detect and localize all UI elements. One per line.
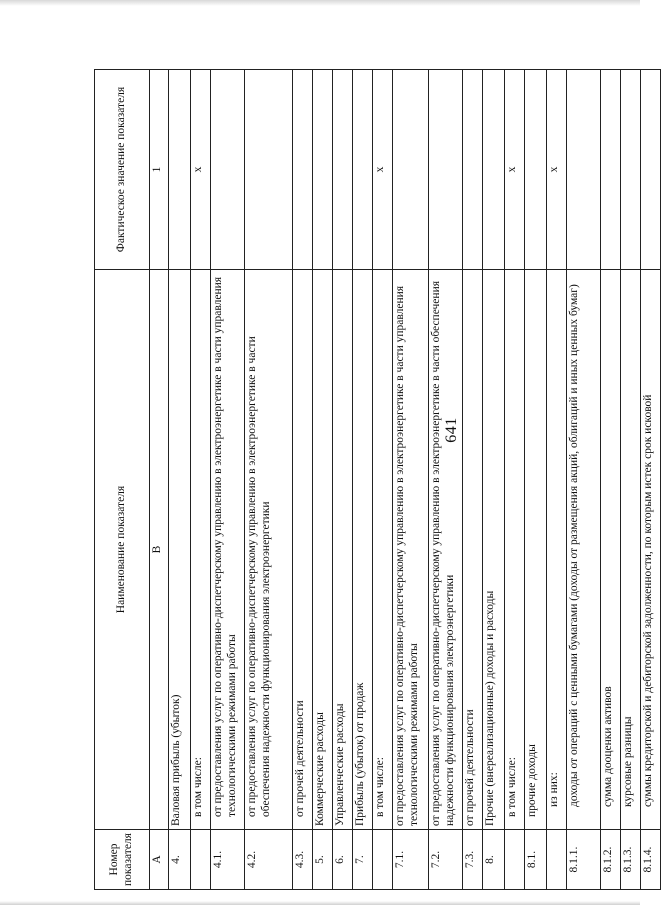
table-column-letters-row: [150, 70, 169, 890]
row-number: 8.1.3.: [621, 830, 641, 890]
row-value: [525, 70, 547, 270]
row-number: 7.2.: [429, 830, 463, 890]
row-number: 6.: [333, 830, 353, 890]
row-value: [641, 70, 661, 270]
row-number: 7.3.: [463, 830, 483, 890]
table-row: [525, 70, 547, 890]
letter-number: А: [150, 830, 169, 890]
table-row: [293, 70, 313, 890]
row-value: [567, 70, 601, 270]
table-row: [393, 70, 429, 890]
row-number: 4.: [169, 830, 191, 890]
row-name: Прибыль (убыток) от продаж: [353, 270, 373, 830]
row-value: [483, 70, 505, 270]
table-row: [333, 70, 353, 890]
row-name: в том числе:: [191, 270, 211, 830]
row-number: 8.1.2.: [601, 830, 621, 890]
row-value: [393, 70, 429, 270]
row-name: из них:: [547, 270, 567, 830]
scan-edge-bottom: [0, 901, 640, 905]
row-number: 4.3.: [293, 830, 313, 890]
row-value: x: [191, 70, 211, 270]
header-value: Фактическое значение показателя: [95, 70, 150, 270]
row-number: 4.2.: [245, 830, 293, 890]
table-row: [621, 70, 641, 890]
table-row: [169, 70, 191, 890]
row-name: Коммерческие расходы: [313, 270, 333, 830]
row-value: [333, 70, 353, 270]
row-name: Управленческие расходы: [333, 270, 353, 830]
row-number: 5.: [313, 830, 333, 890]
row-name: от предоставления услуг по оперативно-диспетчерскому управлению в электроэнергетике в части управления технологическими режимами работы: [211, 270, 245, 830]
table-row: [211, 70, 245, 890]
row-name: от предоставления услуг по оперативно-диспетчерскому управлению в электроэнергетике в части обеспечения надежности функционирования электроэнергетики: [245, 270, 293, 830]
table-row: [483, 70, 505, 890]
row-value: x: [547, 70, 567, 270]
table-row: [313, 70, 333, 890]
letter-value: 1: [150, 70, 169, 270]
row-name: курсовые разницы: [621, 270, 641, 830]
table-header-row: [95, 70, 150, 890]
row-number: 8.1.4.: [641, 830, 661, 890]
rotated-table-container: [94, 70, 654, 890]
row-name: в том числе:: [505, 270, 525, 830]
row-number: [191, 830, 211, 890]
row-value: [463, 70, 483, 270]
row-name: Валовая прибыль (убыток): [169, 270, 191, 830]
letter-name: В: [150, 270, 169, 830]
row-value: [621, 70, 641, 270]
row-value: [601, 70, 621, 270]
table-row: [567, 70, 601, 890]
row-value: [245, 70, 293, 270]
table-row: [353, 70, 373, 890]
row-value: [293, 70, 313, 270]
row-number: 7.: [353, 830, 373, 890]
page-number: 641: [443, 417, 460, 443]
scan-edge-top: [0, 0, 640, 6]
row-value: [169, 70, 191, 270]
row-value: [313, 70, 333, 270]
table-row: [547, 70, 567, 890]
table-row: [601, 70, 621, 890]
row-number: [547, 830, 567, 890]
header-name: Наименование показателя: [95, 270, 150, 830]
row-name: суммы кредиторской и дебиторской задолженности, по которым истек срок исковой: [641, 270, 661, 830]
row-number: [373, 830, 393, 890]
table-row: [463, 70, 483, 890]
table-row: [373, 70, 393, 890]
row-number: 8.1.1.: [567, 830, 601, 890]
row-name: доходы от операций с ценными бумагами (доходы от размещения акций, облигаций и иных ценных бумаг): [567, 270, 601, 830]
row-name: прочие доходы: [525, 270, 547, 830]
table-row: [245, 70, 293, 890]
indicator-table: [94, 69, 661, 890]
row-value: [429, 70, 463, 270]
row-value: [353, 70, 373, 270]
row-value: x: [373, 70, 393, 270]
table-row: [191, 70, 211, 890]
row-value: x: [505, 70, 525, 270]
row-name: в том числе:: [373, 270, 393, 830]
row-number: 4.1.: [211, 830, 245, 890]
row-number: 7.1.: [393, 830, 429, 890]
row-name: Прочие (внереализационные) доходы и расходы: [483, 270, 505, 830]
row-number: [505, 830, 525, 890]
row-name: сумма дооценки активов: [601, 270, 621, 830]
row-number: 8.1.: [525, 830, 547, 890]
table-row: [429, 70, 463, 890]
header-number: Номер показателя: [95, 830, 150, 890]
row-value: [211, 70, 245, 270]
row-number: 8.: [483, 830, 505, 890]
row-name: от предоставления услуг по оперативно-диспетчерскому управлению в электроэнергетике в части обеспечения надежности функционирования электроэнергетики: [429, 270, 463, 830]
row-name: от прочей деятельности: [293, 270, 313, 830]
row-name: от прочей деятельности: [463, 270, 483, 830]
row-name: от предоставления услуг по оперативно-диспетчерскому управлению в электроэнергетике в части управления технологическими режимами работы: [393, 270, 429, 830]
table-row: [505, 70, 525, 890]
table-row: [641, 70, 661, 890]
